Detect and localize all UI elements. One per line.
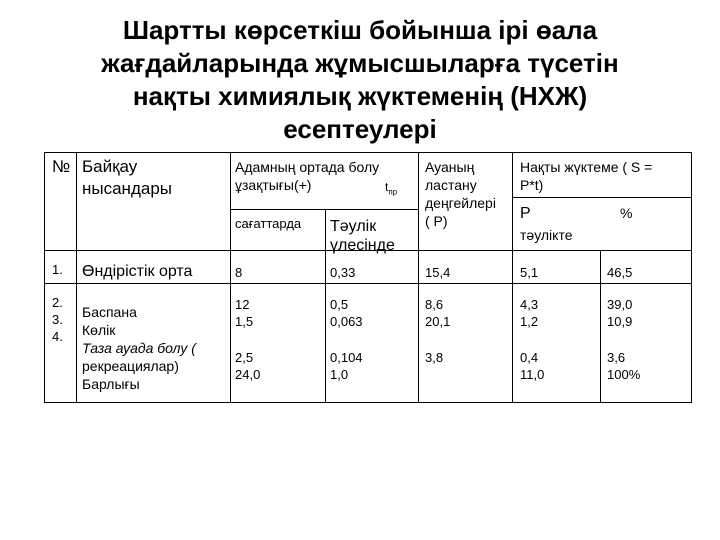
group-number: 4. xyxy=(52,329,63,344)
row-1-share: 0,33 xyxy=(330,265,356,280)
group-hours: 1,5 xyxy=(235,314,254,329)
title-line-4: есептеулері xyxy=(283,114,437,144)
title-line-3: нақты химиялық жүктеменің (НХЖ) xyxy=(132,81,588,111)
header-load-line-2: P*t) xyxy=(520,177,544,193)
group-percent: 10,9 xyxy=(607,314,633,329)
data-table xyxy=(44,152,692,403)
header-daily-line-1: Тәулік xyxy=(330,218,377,235)
header-object-line-1: Байқау xyxy=(82,157,138,176)
row-1-pollution: 15,4 xyxy=(425,265,451,280)
group-share: 0,104 xyxy=(330,350,363,365)
header-object-line-2: нысандары xyxy=(82,179,172,198)
group-share: 1,0 xyxy=(330,367,349,382)
row-1-name: Өндірістік орта xyxy=(82,263,193,280)
header-duration-line-1: Адамның ортада болу xyxy=(235,159,380,175)
col-divider xyxy=(325,209,326,403)
col-divider xyxy=(600,250,601,403)
group-share: 0,5 xyxy=(330,297,349,312)
header-pollution-line-3: деңгейлері xyxy=(425,195,496,211)
header-pollution-line-1: Ауаның xyxy=(425,159,475,175)
group-pollution: 8,6 xyxy=(425,297,444,312)
group-number: 3. xyxy=(52,312,63,327)
header-load-p: Р xyxy=(520,205,531,222)
col-divider xyxy=(512,152,513,403)
col-divider xyxy=(76,152,77,403)
header-daily-line-2: үлесінде xyxy=(330,237,395,254)
header-duration-line-2: ұзақтығы(+) xyxy=(235,177,312,193)
group-load: 1,2 xyxy=(520,314,539,329)
group-load: 11,0 xyxy=(520,367,545,382)
header-load-p-daily: тәулікте xyxy=(520,227,573,243)
row-1-number: 1. xyxy=(52,262,63,277)
duration-mark-subscript: пр xyxy=(388,187,398,197)
group-hours: 24,0 xyxy=(235,367,261,382)
table-border-right xyxy=(691,152,692,403)
group-share: 0,063 xyxy=(330,314,363,329)
row-divider xyxy=(44,283,692,284)
group-name: Таза ауада болу ( xyxy=(82,340,196,356)
table-border-top xyxy=(44,152,692,153)
group-pollution: 20,1 xyxy=(425,314,451,329)
page-title xyxy=(40,14,680,146)
row-divider xyxy=(512,197,691,198)
table-border-bottom xyxy=(44,402,692,403)
group-name: Көлік xyxy=(82,322,116,338)
group-name: Баспана xyxy=(82,304,137,320)
group-percent: 100% xyxy=(607,367,641,382)
group-load: 4,3 xyxy=(520,297,539,312)
group-pollution: 3,8 xyxy=(425,350,444,365)
row-1-hours: 8 xyxy=(235,265,243,280)
group-number: 2. xyxy=(52,295,63,310)
duration-mark-letter: t xyxy=(385,180,389,194)
title-line-2: жағдайларында жұмысшыларға түсетін xyxy=(101,48,619,78)
group-percent: 39,0 xyxy=(607,297,633,312)
row-1-load: 5,1 xyxy=(520,265,539,280)
header-load-percent: % xyxy=(620,205,633,221)
header-duration-mark xyxy=(385,180,397,199)
title-line-1: Шартты көрсеткіш бойынша ірі өала xyxy=(122,15,598,45)
col-divider xyxy=(230,152,231,403)
group-percent: 3,6 xyxy=(607,350,626,365)
group-name: Барлығы xyxy=(82,376,140,392)
table-border-left xyxy=(44,152,45,403)
header-pollution-line-2: ластану xyxy=(425,177,477,193)
group-hours: 12 xyxy=(235,297,250,312)
header-number: № xyxy=(52,157,71,176)
row-divider xyxy=(230,209,418,210)
group-name: рекреациялар) xyxy=(82,358,179,374)
row-1-percent: 46,5 xyxy=(607,265,633,280)
header-load-line-1: Нақты жүктеме ( S = xyxy=(520,159,653,175)
group-hours: 2,5 xyxy=(235,350,254,365)
header-hours: сағаттарда xyxy=(235,216,302,231)
col-divider xyxy=(418,152,419,403)
group-load: 0,4 xyxy=(520,350,539,365)
header-pollution-line-4: ( Р) xyxy=(425,213,448,229)
